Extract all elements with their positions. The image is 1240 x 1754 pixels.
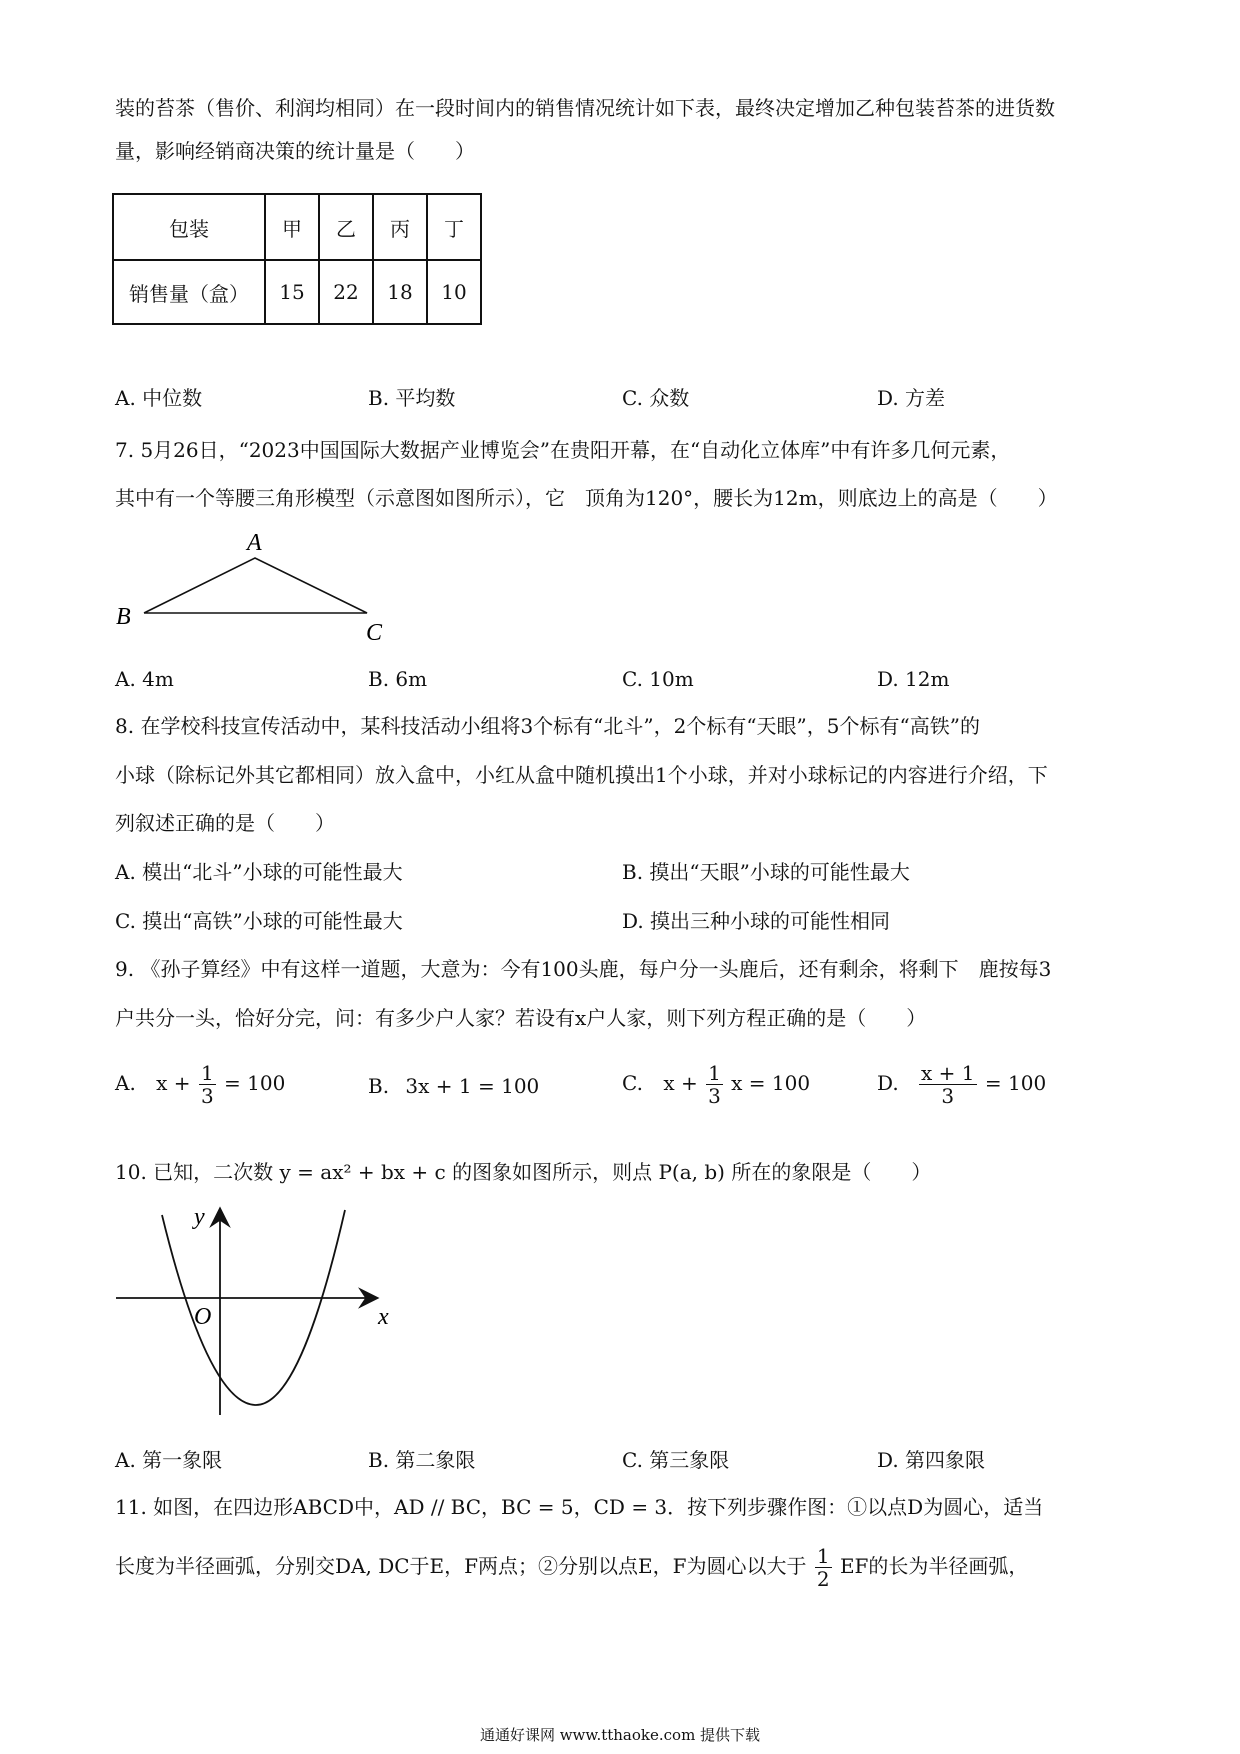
table-header-ding: 丁 [427,194,481,260]
parabola-curve [162,1210,345,1405]
q8-option-d: D. 摸出三种小球的可能性相同 [622,909,891,933]
q9-option-c-fraction [706,1062,723,1107]
q8-text-line2: 小球（除标记外其它都相同）放入盒中，小红从盒中随机摸出1个小球，并对小球标记的内容进行介绍，下 [115,763,1048,787]
q9-option-a-pre: x + [156,1071,191,1095]
parabola-graph [110,1200,410,1420]
fraction-denominator: 3 [941,1084,955,1108]
q8-option-a: A. 模出“北斗”小球的可能性最大 [115,860,403,884]
fraction-denominator: 3 [200,1084,214,1108]
q11-text-line2-part2: EF的长为半径画弧， [839,1554,1029,1578]
x-axis-label: x [378,1304,389,1330]
q11-text-line2-part1: 长度为半径画弧，分别交DA, DC于E，F两点；②分别以点E，F为圆心以大于 [115,1554,807,1578]
fraction-numerator: x + 1 [921,1061,975,1085]
origin-label: O [194,1304,212,1330]
q7-option-b: B. 6m [368,667,428,691]
q9-option-b-expr: 3x + 1 = 100 [405,1074,540,1098]
vertex-label-c: C [366,620,383,646]
y-axis-label: y [194,1204,205,1230]
table-header-bing: 丙 [373,194,427,260]
q7-text-line2: 其中有一个等腰三角形模型（示意图如图所示），它 顶角为120°，腰长为12m，则底边上的高是（ ） [115,486,1058,510]
q8-option-b: B. 摸出“天眼”小球的可能性最大 [622,860,910,884]
sales-table [112,193,482,325]
q9-option-b [368,1074,539,1098]
q9-option-a-fraction [199,1062,216,1107]
q6-option-c: C. 众数 [622,386,690,410]
q6-option-a: A. 中位数 [115,386,203,410]
q6-text-line2: 量，影响经销商决策的统计量是（ ） [115,139,475,163]
q6-option-b: B. 平均数 [368,386,456,410]
table-row-label: 销售量（盒） [113,260,265,324]
q10-option-b: B. 第二象限 [368,1448,476,1472]
q9-option-d-post: = 100 [984,1071,1047,1095]
table-header-jia: 甲 [265,194,319,260]
table-cell-ding: 10 [427,260,481,324]
table-cell-yi: 22 [319,260,373,324]
q8-text-line1: 8. 在学校科技宣传活动中，某科技活动小组将3个标有“北斗”，2个标有“天眼”，5个标有“高铁”的 [115,714,980,738]
q9-option-b-label: B. [368,1074,390,1098]
fraction-denominator: 3 [708,1084,721,1108]
q7-option-d: D. 12m [877,667,950,691]
fraction-denominator: 2 [816,1567,830,1591]
q9-option-c-label: C. [622,1071,643,1095]
q9-option-c [622,1062,810,1107]
table-header-package: 包装 [113,194,265,260]
q10-option-a: A. 第一象限 [115,1448,223,1472]
q7-option-c: C. 10m [622,667,694,691]
q9-text-line1: 9. 《孙子算经》中有这样一道题，大意为：今有100头鹿，每户分一头鹿后，还有剩余，将剩下 鹿按每3 [115,957,1052,981]
q9-option-c-post: x = 100 [731,1071,811,1095]
q7-option-a: A. 4m [115,667,174,691]
q11-fraction [815,1545,832,1590]
q9-option-d-fraction [919,1062,976,1107]
q9-option-d-label: D. [877,1071,899,1095]
q10-option-d: D. 第四象限 [877,1448,986,1472]
q6-text-line1: 装的苔茶（售价、利润均相同）在一段时间内的销售情况统计如下表，最终决定增加乙种包装苔茶的进货数 [115,96,1055,120]
q11-text-line1: 11. 如图，在四边形ABCD中，AD // BC，BC = 5，CD = 3．按下列步骤作图：①以点D为圆心，适当 [115,1495,1044,1519]
q7-text-line1: 7. 5月26日，“2023中国国际大数据产业博览会”在贵阳开幕，在“自动化立体库”中有许多几何元素， [115,438,1011,462]
q9-option-a-post: = 100 [224,1071,286,1095]
q9-option-a [115,1062,285,1107]
q6-option-d: D. 方差 [877,386,946,410]
q10-option-c: C. 第三象限 [622,1448,730,1472]
triangle-shape [144,558,367,613]
q9-option-d [877,1062,1046,1107]
vertex-label-b: B [116,604,131,630]
fraction-numerator: 1 [816,1544,830,1568]
q8-option-c: C. 摸出“高铁”小球的可能性最大 [115,909,403,933]
q9-option-a-label: A. [115,1071,136,1095]
fraction-numerator: 1 [708,1061,721,1085]
q9-text-line2: 户共分一头，恰好分完，问：有多少户人家？若设有x户人家，则下列方程正确的是（ ） [115,1006,927,1030]
q10-text-line1: 10. 已知，二次数 y = ax² + bx + c 的图象如图所示，则点 P(a, b) 所在的象限是（ ） [115,1160,932,1184]
table-cell-bing: 18 [373,260,427,324]
q9-option-c-pre: x + [663,1071,698,1095]
q8-text-line3: 列叙述正确的是（ ） [115,811,335,835]
table-cell-jia: 15 [265,260,319,324]
triangle-figure [110,530,400,650]
table-header-yi: 乙 [319,194,373,260]
fraction-numerator: 1 [200,1061,214,1085]
page-footer: 通通好课网 www.tthaoke.com 提供下载 [479,1726,761,1744]
vertex-label-a: A [247,530,262,556]
q11-text-line2 [115,1545,1028,1590]
